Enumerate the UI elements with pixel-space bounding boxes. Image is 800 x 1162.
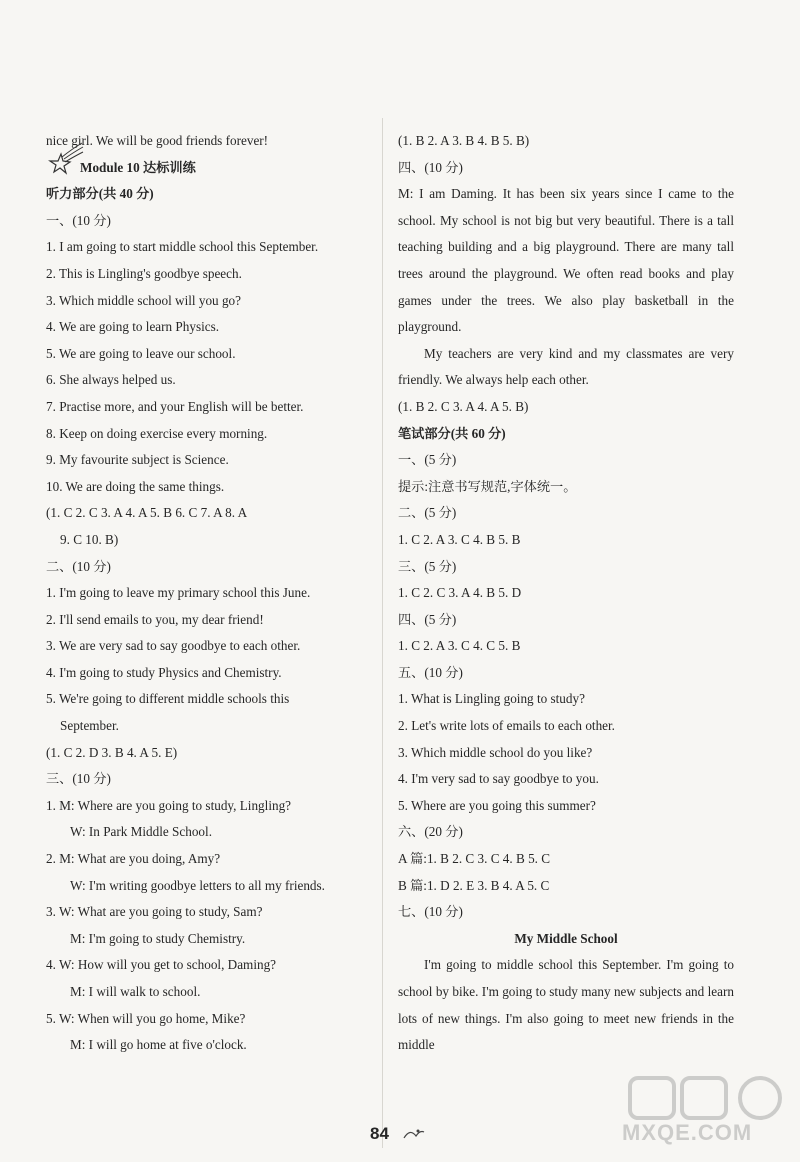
writing-1-tip: 提示:注意书写规范,字体统一。 <box>398 478 577 494</box>
writing-4-answers: 1. C 2. A 3. C 4. C 5. B <box>398 638 521 654</box>
listening-passage-p2: My teachers are very kind and my classmates are very friendly. We always help each other. <box>398 345 734 388</box>
list-item: 4. I'm very sad to say goodbye to you. <box>398 771 599 787</box>
section-2-header: 二、(10 分) <box>46 558 111 574</box>
module-title: Module 10 达标训练 <box>80 159 196 175</box>
list-item: 1. I am going to start middle school this September. <box>46 239 319 255</box>
list-item: 9. My favourite subject is Science. <box>46 452 229 468</box>
list-item: 2. Let's write lots of emails to each other. <box>398 718 615 734</box>
list-item: 4. We are going to learn Physics. <box>46 319 220 335</box>
list-item: 5. We're going to different middle schools this <box>46 691 290 707</box>
list-item: 6. She always helped us. <box>46 372 176 388</box>
essay-title: My Middle School <box>514 930 618 946</box>
list-item: 3. Which middle school will you go? <box>46 292 241 308</box>
writing-6-header: 六、(20 分) <box>398 824 463 840</box>
section-1-header: 一、(10 分) <box>46 212 111 228</box>
writing-2-answers: 1. C 2. A 3. C 4. B 5. B <box>398 531 521 547</box>
writing-6-part-a: A 篇:1. B 2. C 3. C 4. B 5. C <box>398 851 551 867</box>
list-item: 8. Keep on doing exercise every morning. <box>46 425 268 441</box>
section-4-header: 四、(10 分) <box>398 159 463 175</box>
list-item: 4. I'm going to study Physics and Chemistry. <box>46 664 282 680</box>
dialog-line: 2. M: What are you doing, Amy? <box>46 851 221 867</box>
dialog-line: M: I will go home at five o'clock. <box>70 1037 247 1053</box>
page-number: 84 <box>370 1124 389 1143</box>
list-item: 3. We are very sad to say goodbye to each other. <box>46 638 301 654</box>
listening-passage-p1: M: I am Daming. It has been six years since I came to the school. My school is not big but very beautiful. There is a tall teaching building and a big playground. There are many tall trees around the playground. We often read books and play games under the trees. We also play basketball in the playground. <box>398 186 734 335</box>
writing-section-title: 笔试部分(共 60 分) <box>398 425 506 441</box>
writing-7-header: 七、(10 分) <box>398 904 463 920</box>
list-item: 1. I'm going to leave my primary school this June. <box>46 585 311 601</box>
watermark-logo-icon <box>622 1072 792 1122</box>
listening-section-title: 听力部分(共 40 分) <box>46 186 154 202</box>
list-item: 2. This is Lingling's goodbye speech. <box>46 265 242 281</box>
section-3-header: 三、(10 分) <box>46 771 111 787</box>
writing-1-header: 一、(5 分) <box>398 452 457 468</box>
writing-3-answers: 1. C 2. C 3. A 4. B 5. D <box>398 585 522 601</box>
list-item: 10. We are doing the same things. <box>46 478 225 494</box>
watermark <box>622 1072 792 1152</box>
writing-3-header: 三、(5 分) <box>398 558 457 574</box>
watermark-text: MXQE.COM <box>622 1120 753 1145</box>
dialog-line: W: In Park Middle School. <box>70 824 212 840</box>
writing-5-header: 五、(10 分) <box>398 664 463 680</box>
list-item: 1. What is Lingling going to study? <box>398 691 585 707</box>
dialog-line: 5. W: When will you go home, Mike? <box>46 1010 246 1026</box>
list-item: 7. Practise more, and your English will be better. <box>46 398 304 414</box>
writing-6-part-b: B 篇:1. D 2. E 3. B 4. A 5. C <box>398 877 550 893</box>
intro-line: nice girl. We will be good friends forever! <box>46 133 269 148</box>
page-ornament-icon <box>402 1126 426 1142</box>
section-1-answers: (1. C 2. C 3. A 4. A 5. B 6. C 7. A 8. A <box>46 505 248 521</box>
list-item-continuation: September. <box>60 718 119 734</box>
dialog-line: 4. W: How will you get to school, Daming? <box>46 957 277 973</box>
section-4-answers: (1. B 2. C 3. A 4. A 5. B) <box>398 398 529 414</box>
dialog-line: W: I'm writing goodbye letters to all my friends. <box>70 877 325 893</box>
dialog-line: M: I'm going to study Chemistry. <box>70 930 246 946</box>
writing-2-header: 二、(5 分) <box>398 505 457 521</box>
essay-text: I'm going to middle school this September. I'm going to school by bike. I'm going to study many new subjects and learn lots of new things. I'm also going to meet new friends in the middle <box>398 957 734 1053</box>
writing-4-header: 四、(5 分) <box>398 611 457 627</box>
shooting-star-icon <box>44 141 84 175</box>
module-heading <box>46 155 386 182</box>
dialog-line: 3. W: What are you going to study, Sam? <box>46 904 263 920</box>
dialog-line: M: I will walk to school. <box>70 984 201 999</box>
section-1-answers-cont: 9. C 10. B) <box>60 531 119 547</box>
list-item: 2. I'll send emails to you, my dear friend! <box>46 611 264 627</box>
section-2-answers: (1. C 2. D 3. B 4. A 5. E) <box>46 744 178 760</box>
list-item: 5. We are going to leave our school. <box>46 345 236 361</box>
dialog-line: 1. M: Where are you going to study, Lingling? <box>46 797 292 813</box>
answers-top: (1. B 2. A 3. B 4. B 5. B) <box>398 133 530 148</box>
list-item: 3. Which middle school do you like? <box>398 744 593 760</box>
right-column <box>398 128 734 1059</box>
left-column <box>46 128 386 1059</box>
list-item: 5. Where are you going this summer? <box>398 797 596 813</box>
